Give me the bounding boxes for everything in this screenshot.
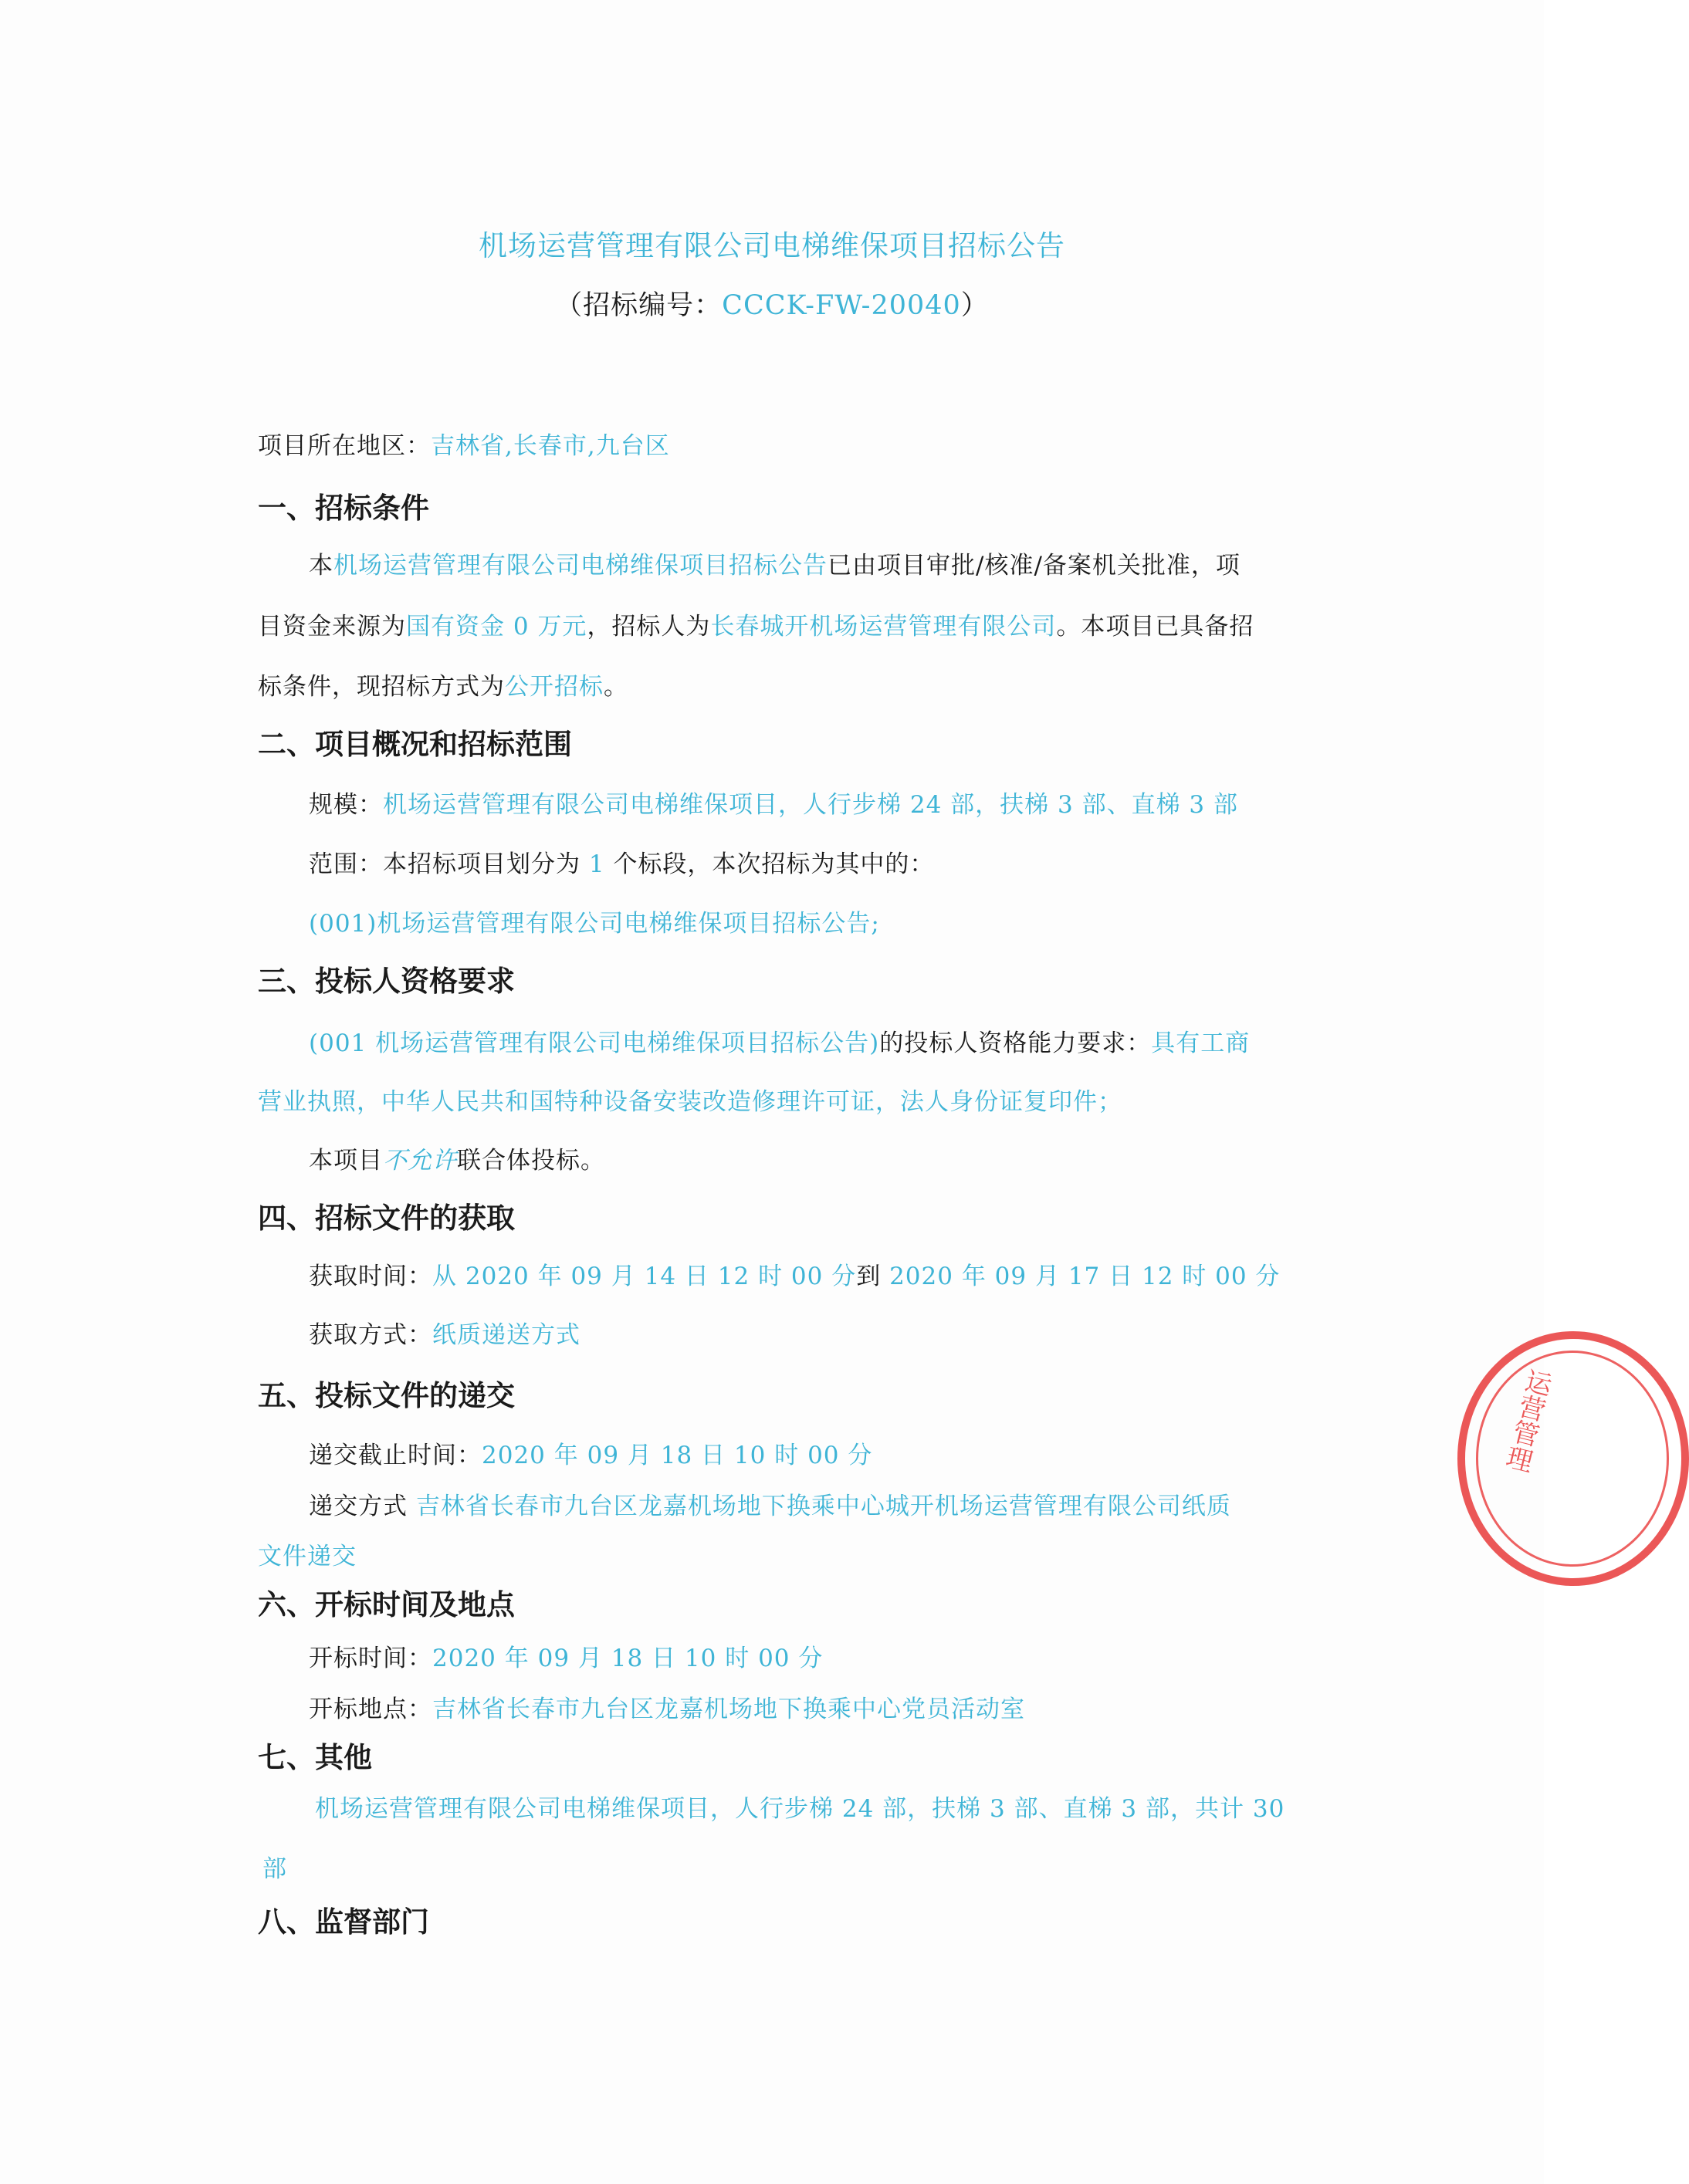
consortium-allowed: 不允许 xyxy=(383,1147,457,1175)
s1-tenderer: 长春城开机场运营管理有限公司 xyxy=(710,613,1057,641)
obtain-method-value: 纸质递送方式 xyxy=(432,1321,580,1349)
obtain-time-start: 从 2020 年 09 月 14 日 12 时 00 分 xyxy=(432,1263,857,1290)
s1-text: 。本项目已具备招 xyxy=(1056,613,1254,641)
section-3-line-1 xyxy=(309,1023,1250,1058)
s1-project-name: 机场运营管理有限公司电梯维保项目招标公告 xyxy=(333,552,828,580)
s3-text: 本项目 xyxy=(309,1147,383,1175)
obtain-time-end: 2020 年 09 月 17 日 12 时 00 分 xyxy=(881,1263,1281,1290)
tender-number-suffix: ） xyxy=(960,290,989,321)
section-8-heading: 八、监督部门 xyxy=(258,1905,429,1939)
open-time-label: 开标时间： xyxy=(309,1645,432,1672)
section-2-lot: (001)机场运营管理有限公司电梯维保项目招标公告; xyxy=(309,910,880,938)
section-2-scale xyxy=(309,785,1238,820)
s3-lot-name: (001 机场运营管理有限公司电梯维保项目招标公告) xyxy=(309,1029,880,1057)
s1-text: 本 xyxy=(309,552,333,580)
s1-text: 标条件，现招标方式为 xyxy=(258,673,505,701)
deadline-label: 递交截止时间： xyxy=(309,1442,482,1469)
s1-text: 。 xyxy=(604,673,628,701)
scale-label: 规模： xyxy=(309,791,383,819)
obtain-time-to: 到 xyxy=(856,1263,882,1290)
s1-text: 已由项目审批/核准/备案机关批准，项 xyxy=(828,552,1241,580)
section-2-range xyxy=(309,844,934,879)
s3-text: 联合体投标。 xyxy=(457,1147,605,1175)
section-7-heading: 七、其他 xyxy=(258,1741,372,1774)
s3-requirement: 具有工商 xyxy=(1151,1029,1251,1057)
region-label: 项目所在地区： xyxy=(258,432,431,460)
section-2-heading: 二、项目概况和招标范围 xyxy=(258,728,572,761)
section-6-place xyxy=(309,1689,1025,1724)
section-5-method xyxy=(309,1486,1231,1521)
open-place-label: 开标地点： xyxy=(309,1695,432,1723)
region-value: 吉林省,长春市,九台区 xyxy=(431,432,670,460)
section-6-time xyxy=(309,1638,823,1673)
open-time-value: 2020 年 09 月 18 日 10 时 00 分 xyxy=(432,1645,824,1672)
s1-text: ，招标人为 xyxy=(587,613,711,641)
open-place-value: 吉林省长春市九台区龙嘉机场地下换乘中心党员活动室 xyxy=(432,1695,1025,1723)
tender-number xyxy=(0,284,1544,323)
section-4-heading: 四、招标文件的获取 xyxy=(258,1202,515,1235)
section-3-heading: 三、投标人资格要求 xyxy=(258,965,515,998)
section-7-line-1: 机场运营管理有限公司电梯维保项目，人行步梯 24 部，扶梯 3 部、直梯 3 部，共计 30 xyxy=(315,1795,1285,1823)
section-1-heading: 一、招标条件 xyxy=(258,492,429,525)
s3-text: 的投标人资格能力要求： xyxy=(879,1029,1152,1057)
section-3-line-3 xyxy=(309,1141,605,1175)
section-5-heading: 五、投标文件的递交 xyxy=(258,1379,515,1412)
lot-count: 1 xyxy=(580,850,614,878)
s1-text: 目资金来源为 xyxy=(258,613,406,641)
section-3-line-2: 营业执照，中华人民共和国特种设备安装改造修理许可证，法人身份证复印件； xyxy=(258,1088,1122,1116)
section-1-line-2 xyxy=(258,607,1254,641)
range-text: 个标段，本次招标为其中的： xyxy=(613,850,935,878)
submit-method-value: 吉林省长春市九台区龙嘉机场地下换乘中心城开机场运营管理有限公司纸质 xyxy=(408,1493,1231,1520)
tender-number-prefix: （招标编号： xyxy=(555,290,723,321)
obtain-time-label: 获取时间： xyxy=(309,1263,432,1290)
section-4-time xyxy=(309,1256,1280,1291)
deadline-value: 2020 年 09 月 18 日 10 时 00 分 xyxy=(482,1442,873,1469)
section-1-line-1 xyxy=(309,546,1241,580)
tender-number-value: CCCK-FW-20040 xyxy=(722,290,961,321)
document-title: 机场运营管理有限公司电梯维保项目招标公告 xyxy=(479,229,1065,262)
section-7-line-2: 部 xyxy=(262,1855,287,1883)
scale-value: 机场运营管理有限公司电梯维保项目，人行步梯 24 部，扶梯 3 部、直梯 3 部 xyxy=(383,791,1239,819)
section-6-heading: 六、开标时间及地点 xyxy=(258,1588,515,1621)
official-seal-text: 运营管理 xyxy=(1498,1365,1555,1475)
submit-method-label: 递交方式 xyxy=(309,1493,408,1520)
s1-tender-method: 公开招标 xyxy=(505,673,604,701)
section-4-method xyxy=(309,1315,580,1350)
section-5-method-cont: 文件递交 xyxy=(258,1543,357,1570)
section-1-line-3 xyxy=(258,667,628,702)
range-text: 范围：本招标项目划分为 xyxy=(309,850,580,878)
section-5-deadline xyxy=(309,1435,872,1470)
obtain-method-label: 获取方式： xyxy=(309,1321,432,1349)
s1-fund-source: 国有资金 0 万元 xyxy=(406,613,587,641)
project-region xyxy=(258,426,670,461)
